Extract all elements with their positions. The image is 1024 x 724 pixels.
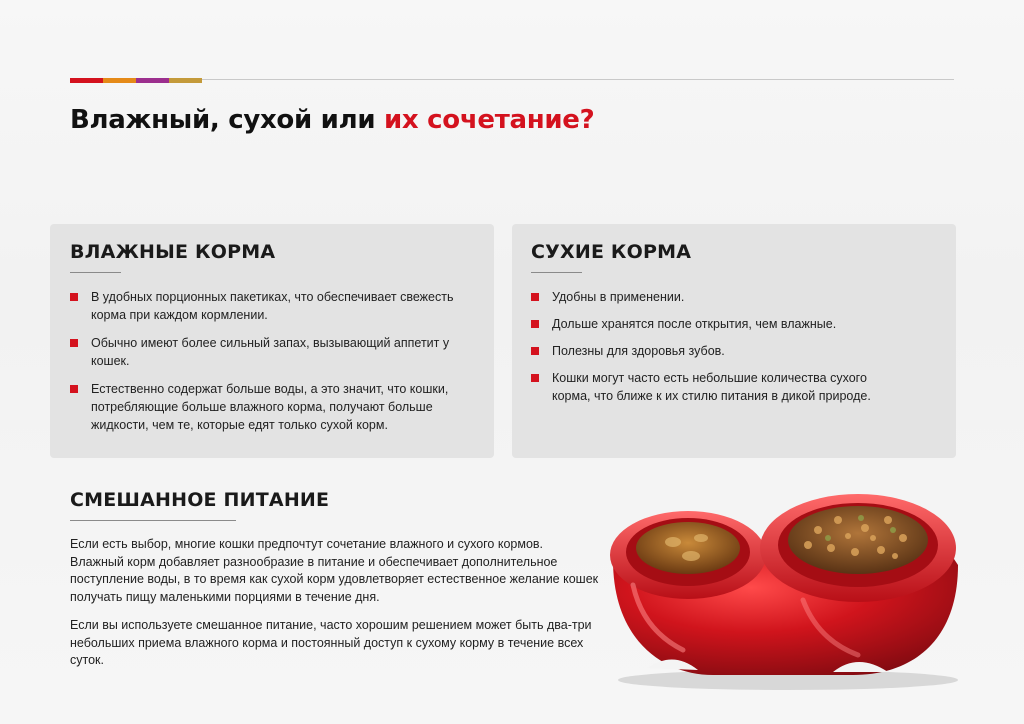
list-item xyxy=(70,380,480,434)
strip-purple xyxy=(136,78,169,83)
list-item-text: Кошки могут часто есть небольшие количества сухого корма, что ближе к их стилю питания в дикой природе. xyxy=(552,371,871,403)
title-main: Влажный, сухой или xyxy=(70,105,384,135)
list-item xyxy=(531,315,881,333)
dry-food-panel xyxy=(512,224,956,458)
strip-gold xyxy=(169,78,202,83)
list-item xyxy=(531,288,881,306)
dry-food-icon xyxy=(788,506,928,574)
wet-food-panel xyxy=(50,224,494,458)
color-strip xyxy=(70,78,202,83)
wet-food-heading: ВЛАЖНЫЕ КОРМА xyxy=(70,241,276,263)
list-item-text: Полезны для здоровья зубов. xyxy=(552,344,725,358)
wet-heading-rule xyxy=(70,272,121,273)
list-item xyxy=(70,288,480,324)
list-item-text: Обычно имеют более сильный запах, вызывающий аппетит у кошек. xyxy=(91,336,450,368)
page-title xyxy=(70,105,594,135)
mixed-feeding-heading: СМЕШАННОЕ ПИТАНИЕ xyxy=(70,489,330,511)
bullet-square-icon xyxy=(531,320,539,328)
list-item-text: Удобны в применении. xyxy=(552,290,685,304)
strip-orange xyxy=(103,78,136,83)
dry-food-heading: СУХИЕ КОРМА xyxy=(531,241,692,263)
bullet-square-icon xyxy=(70,293,78,301)
strip-red xyxy=(70,78,103,83)
bullet-square-icon xyxy=(531,293,539,301)
mixed-paragraph-2: Если вы используете смешанное питание, часто хорошим решением может быть два-три небольших приема влажного корма и постоянный доступ к сухому корму в течение всех суток. xyxy=(70,618,592,667)
dry-heading-rule xyxy=(531,272,582,273)
wet-food-icon xyxy=(636,522,740,574)
mixed-heading-rule xyxy=(70,520,236,521)
bullet-square-icon xyxy=(531,347,539,355)
wet-food-list xyxy=(70,288,480,444)
list-item xyxy=(70,334,480,370)
dry-food-list xyxy=(531,288,881,414)
mixed-paragraph-1: Если есть выбор, многие кошки предпочтут сочетание влажного и сухого кормов. Влажный корм добавляет разнообразие в питание и обеспечивает дополнительное поступление воды, в то время как сухой корм удовлетворяет естественное желание кошек получать пищу маленькими порциями в течение дня. xyxy=(70,537,599,604)
bullet-square-icon xyxy=(70,385,78,393)
list-item-text: Дольше хранятся после открытия, чем влажные. xyxy=(552,317,837,331)
bullet-square-icon xyxy=(70,339,78,347)
top-divider xyxy=(70,79,954,80)
list-item-text: В удобных порционных пакетиках, что обеспечивает свежесть корма при каждом кормлении. xyxy=(91,290,454,322)
title-accent: их сочетание? xyxy=(384,105,595,135)
list-item xyxy=(531,342,881,360)
list-item-text: Естественно содержат больше воды, а это значит, что кошки, потребляющие больше влажного корма, получают больше жидкости, чем те, которые едят только сухой корм. xyxy=(91,382,449,432)
double-cat-bowl-illustration xyxy=(603,490,963,690)
bullet-square-icon xyxy=(531,374,539,382)
list-item xyxy=(531,369,881,405)
